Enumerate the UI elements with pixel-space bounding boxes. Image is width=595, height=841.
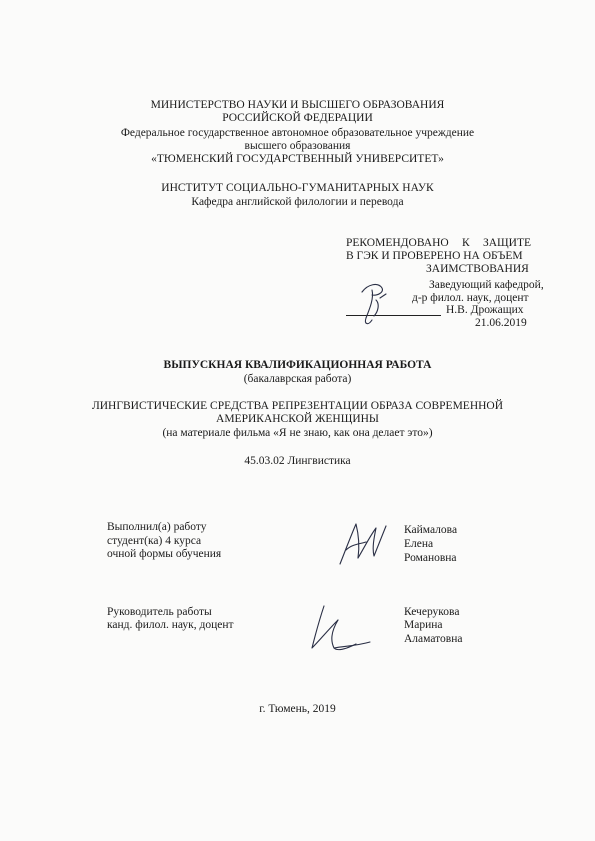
ministry-line-1: МИНИСТЕРСТВО НАУКИ И ВЫСШЕГО ОБРАЗОВАНИЯ (150, 99, 445, 111)
institute-name: ИНСТИТУТ СОЦИАЛЬНО-ГУМАНИТАРНЫХ НАУК (161, 182, 434, 194)
approval-line-2: В ГЭК И ПРОВЕРЕНО НА ОБЪЕМ (346, 250, 523, 262)
head-name: Н.В. Дрожащих (446, 304, 524, 316)
approval-line-3: ЗАИМСТВОВАНИЯ (426, 263, 529, 275)
thesis-title-line-2: АМЕРИКАНСКОЙ ЖЕНЩИНЫ (216, 413, 379, 425)
approval-line-1: РЕКОМЕНДОВАНО К ЗАЩИТЕ (346, 237, 531, 249)
institution-type-line-1: Федеральное государственное автономное образовательное учреждение (120, 127, 475, 139)
supervisor-role-line-1: Руководитель работы (107, 606, 212, 618)
student-role-line-2: студент(ка) 4 курса (107, 535, 202, 547)
thesis-title-line-1: ЛИНГВИСТИЧЕСКИЕ СРЕДСТВА РЕПРЕЗЕНТАЦИИ ОБРАЗА СОВРЕМЕННОЙ (91, 400, 504, 412)
head-degree: д-р филол. наук, доцент (412, 292, 529, 304)
city-year: г. Тюмень, 2019 (259, 703, 336, 715)
head-title: Заведующий кафедрой, (429, 279, 544, 291)
department-name: Кафедра английской филологии и перевода (191, 196, 404, 208)
specialty: 45.03.02 Лингвистика (244, 455, 351, 467)
thesis-subtitle: (на материале фильма «Я не знаю, как она делает это») (162, 427, 433, 439)
institution-type-line-2: высшего образования (244, 140, 351, 152)
thesis-subtype: (бакалаврская работа) (243, 373, 352, 385)
thesis-type: ВЫПУСКНАЯ КВАЛИФИКАЦИОННАЯ РАБОТА (163, 359, 432, 371)
student-first-name: Елена (404, 538, 434, 550)
approval-date: 21.06.2019 (475, 317, 527, 329)
head-signature (356, 278, 396, 330)
supervisor-patronymic: Аламатовна (404, 633, 463, 645)
ministry-line-2: РОССИЙСКОЙ ФЕДЕРАЦИИ (222, 112, 373, 124)
student-role-line-1: Выполнил(а) работу (107, 521, 207, 533)
student-role-line-3: очной формы обучения (107, 548, 222, 560)
student-patronymic: Романовна (404, 552, 457, 564)
university-name: «ТЮМЕНСКИЙ ГОСУДАРСТВЕННЫЙ УНИВЕРСИТЕТ» (151, 153, 444, 165)
student-signature (334, 514, 388, 570)
supervisor-signature (304, 600, 374, 656)
supervisor-first-name: Марина (404, 619, 443, 631)
student-surname: Каймалова (404, 524, 458, 536)
supervisor-surname: Кечерукова (404, 606, 460, 618)
supervisor-role-line-2: канд. филол. наук, доцент (107, 619, 234, 631)
